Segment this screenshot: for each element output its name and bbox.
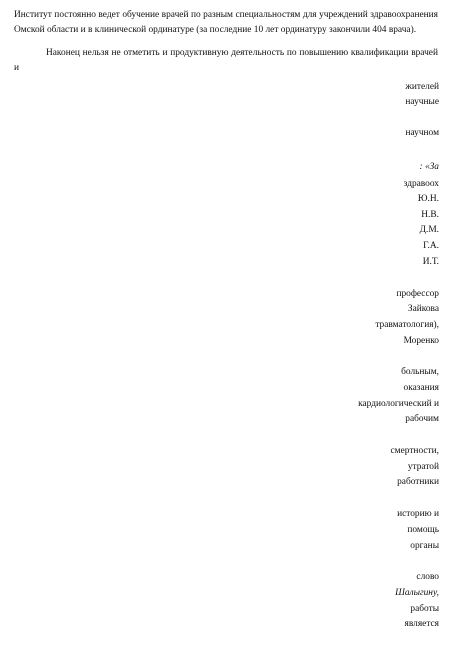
- text-fragment: Д.М.: [419, 225, 439, 235]
- text-fragment: здравоох: [403, 179, 439, 189]
- text-fragment: Ю.Н.: [417, 194, 439, 204]
- text-fragment: смертности,: [390, 446, 439, 456]
- text-fragment: Зайкова: [407, 304, 439, 314]
- text-fragment: слово: [416, 572, 439, 582]
- text-fragment: травматология),: [375, 320, 439, 330]
- text-fragment: Г.А.: [423, 241, 439, 251]
- text-fragment: Шалыгину,: [395, 588, 439, 598]
- text-fragment: помощь: [407, 525, 439, 535]
- text-fragment: Н.В.: [421, 210, 439, 220]
- text-fragment: утратой: [407, 462, 439, 472]
- text-fragment: оказания: [403, 383, 439, 393]
- paragraph-1: Институт постоянно ведет обучение врачей по разным специальностям для учреждений здравоохранения Омской области и в клинической ординатуре (за последние 10 лет ординатуру закончили 404 врача).: [14, 10, 438, 35]
- text-fragment: историю и: [397, 509, 439, 519]
- text-fragment: кардиологический и: [358, 399, 439, 409]
- text-fragment: И.Т.: [422, 257, 439, 267]
- text-fragment: научном: [405, 128, 439, 138]
- text-fragment: профессор: [396, 289, 439, 299]
- text-fragment: жителей: [405, 82, 439, 92]
- text-fragment: : «За: [419, 162, 439, 172]
- paragraph-2: Наконец нельзя не отметить и продуктивную деятельность по повышению квалификации врачей и: [14, 48, 438, 73]
- text-fragment: работы: [410, 604, 439, 614]
- text-fragment: является: [404, 619, 439, 629]
- text-fragment: Моренко: [403, 336, 439, 346]
- text-fragment: рабочим: [405, 414, 439, 424]
- text-fragment: работники: [397, 477, 439, 487]
- text-fragment: научные: [405, 97, 439, 107]
- text-fragment: органы: [410, 541, 439, 551]
- text-fragment: больным,: [401, 367, 439, 377]
